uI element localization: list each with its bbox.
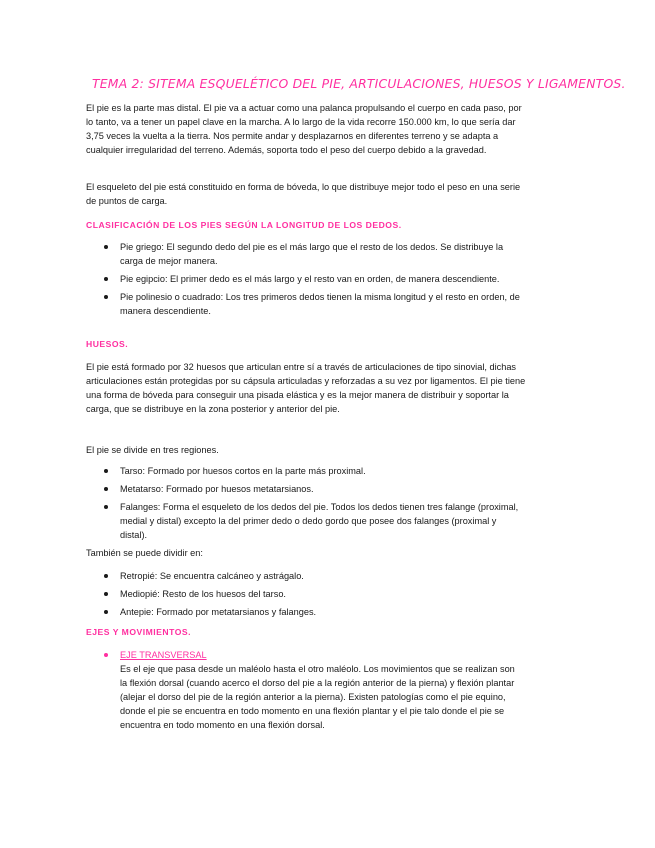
bullet-icon <box>104 295 108 299</box>
eje-transversal-text: Es el eje que pasa desde un maléolo hasta el otro maléolo. Los movimientos que se realizan son la flexión dorsal (cuando acerco el dorso del pie a la región anterior de la pierna) y flexión plantar (alejar el dorso del pie de la región anterior a la pierna). Existen patologías como el pie equino, donde el pie se encuentra en todo momento en una flexión plantar y el pie talo donde el pie se encuentra en todo momento en una flexión dorsal. <box>120 664 515 730</box>
division-mediopie: Mediopié: Resto de los huesos del tarso. <box>120 589 286 599</box>
ejes-heading: EJES Y MOVIMIENTOS. <box>86 627 192 637</box>
list-item <box>0 482 520 496</box>
list-item <box>0 605 520 619</box>
bullet-icon <box>104 505 108 509</box>
regiones-list <box>0 464 520 546</box>
huesos-paragraph-2: El pie se divide en tres regiones. <box>86 445 219 455</box>
ejes-list <box>0 648 520 736</box>
bullet-icon <box>104 574 108 578</box>
division-list <box>0 569 520 623</box>
list-item <box>0 290 520 318</box>
list-item <box>0 272 520 286</box>
intro-paragraph-1: El pie es la parte mas distal. El pie va a actuar como una palanca propulsando el cuerpo en cada paso, por lo tanto, va a tener un papel clave en la marcha. A lo largo de la vida recorre 150.000 km, lo que sería dar 3,75 veces la vuelta a la tierra. Nos permite andar y desplazarnos en diferentes terreno y se adapta a cualquier irregularidad del terreno. Además, soporta todo el peso del cuerpo debido a la gravedad. <box>86 103 522 155</box>
division-retropie: Retropié: Se encuentra calcáneo y astrágalo. <box>120 571 304 581</box>
list-item <box>0 500 520 542</box>
bullet-icon <box>104 653 108 657</box>
region-falanges: Falanges: Forma el esqueleto de los dedos del pie. Todos los dedos tienen tres falange (proximal, medial y distal) excepto la del primer dedo o dedo gordo que posee dos falanges (proximal y distal). <box>120 502 519 540</box>
region-tarso: Tarso: Formado por huesos cortos en la parte más proximal. <box>120 466 366 476</box>
list-item <box>0 240 520 268</box>
huesos-heading: HUESOS. <box>86 339 129 349</box>
bullet-icon <box>104 487 108 491</box>
bullet-icon <box>104 610 108 614</box>
huesos-paragraph-3: También se puede dividir en: <box>86 548 203 558</box>
clasificacion-item-1: Pie griego: El segundo dedo del pie es el más largo que el resto de los dedos. Se distribuye la carga de mejor manera. <box>120 242 504 266</box>
intro-paragraph-2: El esqueleto del pie está constituido en forma de bóveda, lo que distribuye mejor todo el peso en una serie de puntos de carga. <box>86 182 521 206</box>
clasificacion-list <box>0 240 520 322</box>
division-antepie: Antepie: Formado por metatarsianos y falanges. <box>120 607 317 617</box>
list-item <box>0 648 520 732</box>
bullet-icon <box>104 245 108 249</box>
bullet-icon <box>104 592 108 596</box>
clasificacion-heading: CLASIFICACIÓN DE LOS PIES SEGÚN LA LONGITUD DE LOS DEDOS. <box>86 220 402 230</box>
clasificacion-item-2: Pie egipcio: El primer dedo es el más largo y el resto van en orden, de manera descendiente. <box>120 274 500 284</box>
document-title: TEMA 2: SITEMA ESQUELÉTICO DEL PIE, ARTICULACIONES, HUESOS Y LIGAMENTOS. <box>92 76 626 91</box>
bullet-icon <box>104 277 108 281</box>
list-item <box>0 464 520 478</box>
eje-transversal-link[interactable]: EJE TRANSVERSAL <box>120 650 207 660</box>
list-item <box>0 587 520 601</box>
clasificacion-item-3: Pie polinesio o cuadrado: Los tres primeros dedos tienen la misma longitud y el resto en orden, de manera descendiente. <box>120 292 520 316</box>
huesos-paragraph-1: El pie está formado por 32 huesos que articulan entre sí a través de articulaciones de tipo sinovial, dichas articulaciones están protegidas por su cápsula articuladas y reforzadas a su vez por ligamentos. El pie tiene una forma de bóveda para conseguir una pisada elástica y es la mejor manera de distribuir y soportar la carga, que se distribuye en la zona posterior y anterior del pie. <box>86 362 526 414</box>
region-metatarso: Metatarso: Formado por huesos metatarsianos. <box>120 484 314 494</box>
list-item <box>0 569 520 583</box>
bullet-icon <box>104 469 108 473</box>
